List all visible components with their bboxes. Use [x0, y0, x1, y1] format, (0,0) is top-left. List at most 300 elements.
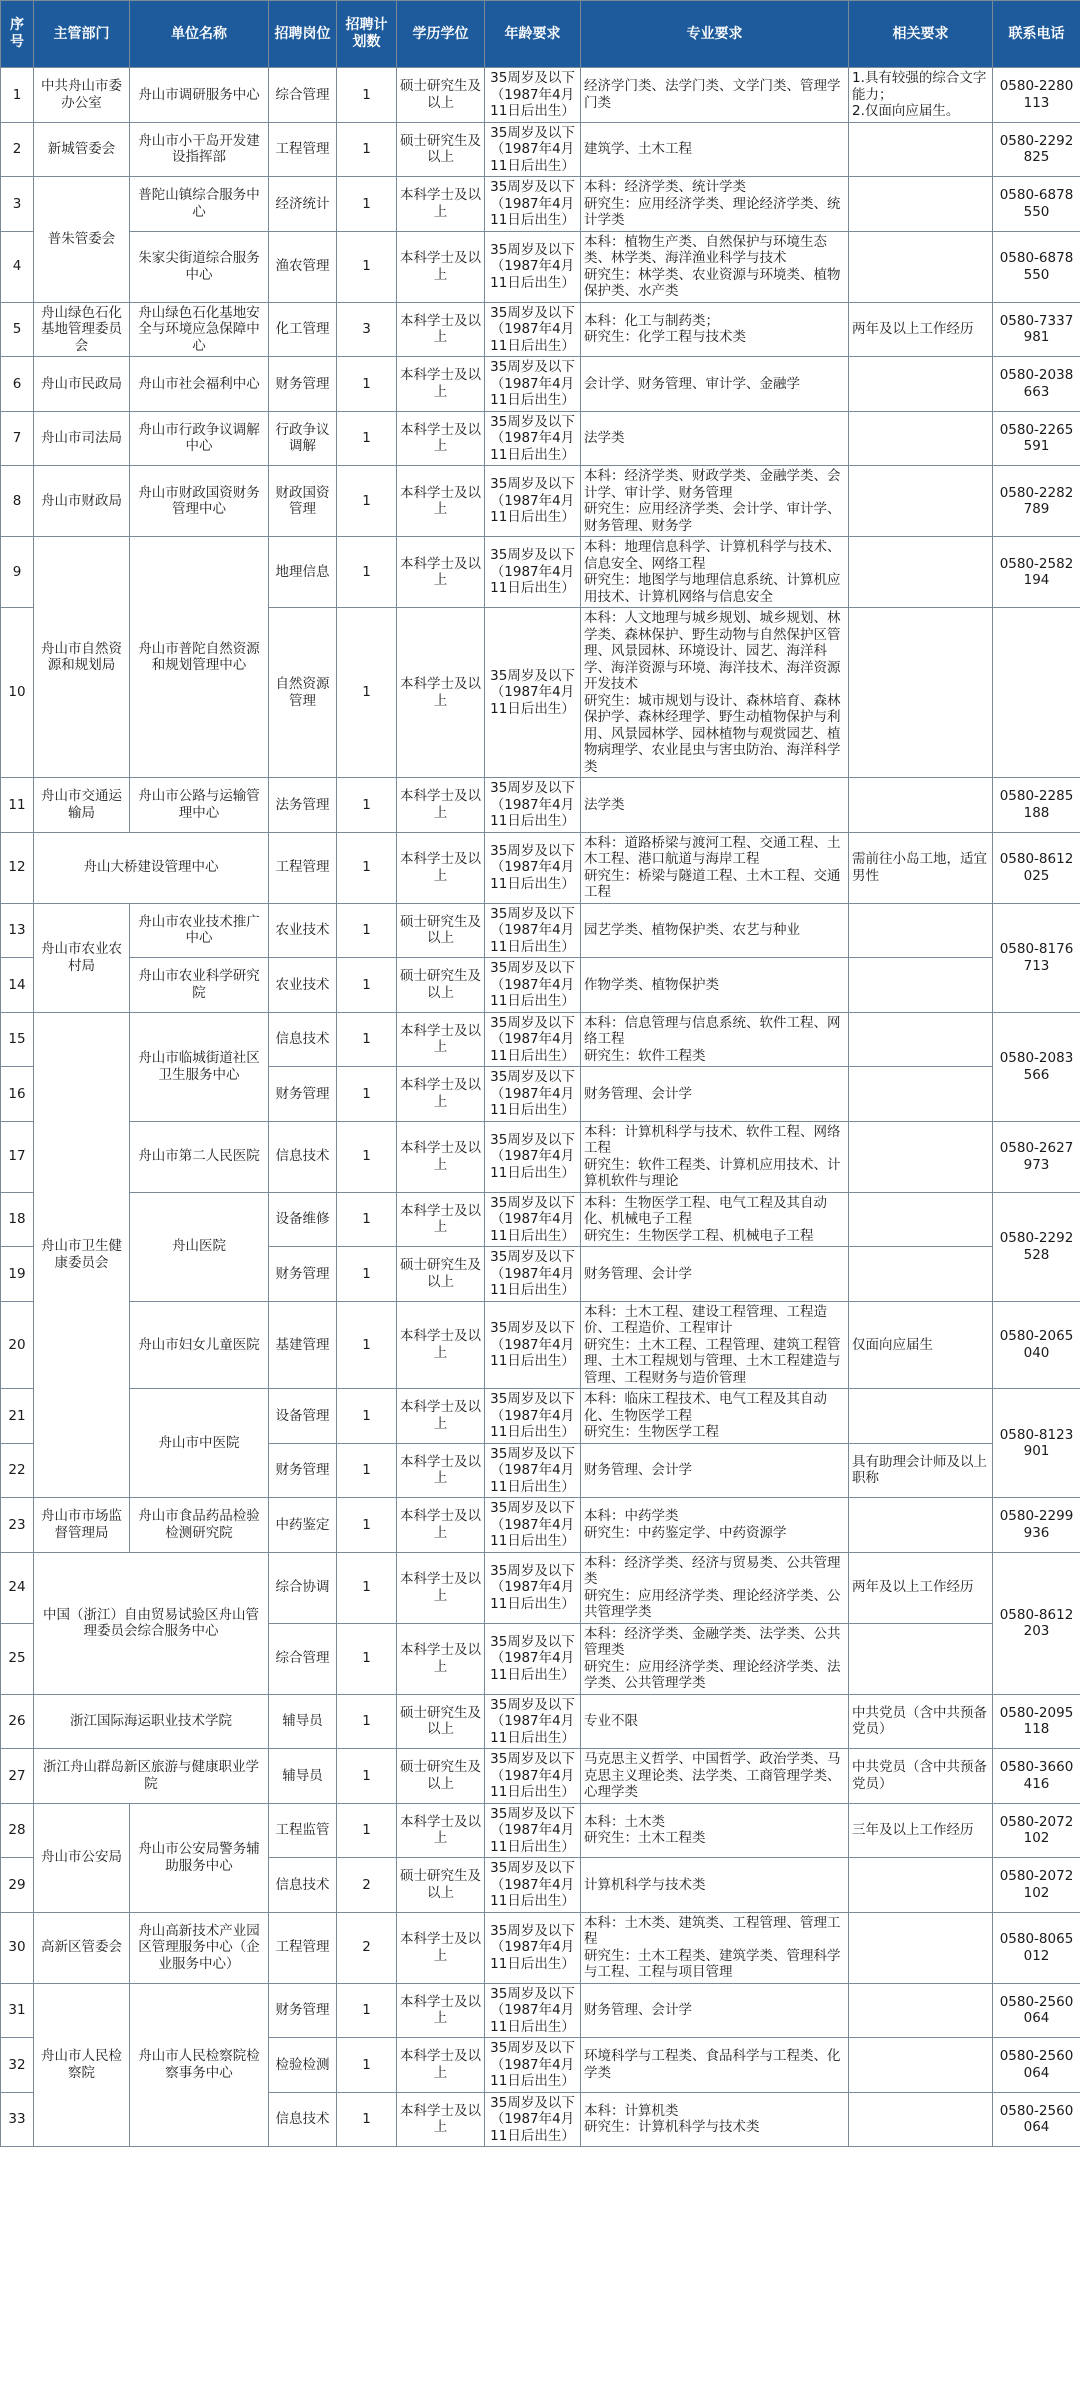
- table-row: [1, 1694, 1080, 1749]
- phone-cell: 0580-8612025: [993, 832, 1080, 903]
- position-cell: 中药鉴定: [269, 1498, 337, 1553]
- major-cell: 本科：计算机科学与技术、软件工程、网络工程 研究生：软件工程类、计算机应用技术、计算机软件与理论: [581, 1121, 849, 1192]
- requirements-cell: 需前往小岛工地，适宜男性: [849, 832, 993, 903]
- degree-cell: 硕士研究生及以上: [397, 122, 485, 177]
- index-cell: 11: [1, 778, 34, 833]
- phone-cell: 0580-2072102: [993, 1803, 1080, 1858]
- position-cell: 设备维修: [269, 1192, 337, 1247]
- phone-cell: 0580-2065040: [993, 1301, 1080, 1389]
- requirements-cell: [849, 177, 993, 232]
- requirements-cell: [849, 122, 993, 177]
- requirements-cell: [849, 958, 993, 1013]
- unit-cell: 舟山市行政争议调解中心: [130, 411, 269, 466]
- requirements-cell: [849, 231, 993, 302]
- unit-cell: 舟山市人民检察院检察事务中心: [130, 1983, 269, 2147]
- major-cell: 本科：道路桥梁与渡河工程、交通工程、土木工程、港口航道与海岸工程 研究生：桥梁与隧道工程、土木工程、交通工程: [581, 832, 849, 903]
- degree-cell: 硕士研究生及以上: [397, 958, 485, 1013]
- position-cell: 行政争议调解: [269, 411, 337, 466]
- major-cell: 环境科学与工程类、食品科学与工程类、化学类: [581, 2038, 849, 2093]
- degree-cell: 本科学士及以上: [397, 1498, 485, 1553]
- count-cell: 1: [337, 231, 397, 302]
- position-cell: 信息技术: [269, 1012, 337, 1067]
- table-row: [1, 1301, 1080, 1389]
- table-row: [1, 231, 1080, 302]
- count-cell: 1: [337, 411, 397, 466]
- index-cell: 25: [1, 1623, 34, 1694]
- unit-cell: 朱家尖街道综合服务中心: [130, 231, 269, 302]
- unit-cell: 舟山市普陀自然资源和规划管理中心: [130, 537, 269, 778]
- requirements-cell: [849, 1983, 993, 2038]
- index-cell: 27: [1, 1749, 34, 1804]
- position-cell: 工程管理: [269, 122, 337, 177]
- unit-cell: 舟山市公安局警务辅助服务中心: [130, 1803, 269, 1912]
- degree-cell: 硕士研究生及以上: [397, 1247, 485, 1302]
- table-row: [1, 832, 1080, 903]
- department-cell: 舟山市财政局: [34, 466, 130, 537]
- position-cell: 辅导员: [269, 1694, 337, 1749]
- position-cell: 财政国资管理: [269, 466, 337, 537]
- count-cell: 1: [337, 177, 397, 232]
- index-cell: 30: [1, 1912, 34, 1983]
- count-cell: 1: [337, 1301, 397, 1389]
- header-cell-major: 专业要求: [581, 1, 849, 68]
- index-cell: 7: [1, 411, 34, 466]
- department-cell: 中国（浙江）自由贸易试验区舟山管理委员会综合服务中心: [34, 1552, 269, 1694]
- index-cell: 13: [1, 903, 34, 958]
- count-cell: 1: [337, 1012, 397, 1067]
- table-row: [1, 1012, 1080, 1067]
- table-row: [1, 411, 1080, 466]
- table-row: [1, 958, 1080, 1013]
- table-row: [1, 537, 1080, 608]
- position-cell: 设备管理: [269, 1389, 337, 1444]
- phone-cell: 0580-7337981: [993, 302, 1080, 357]
- degree-cell: 本科学士及以上: [397, 1121, 485, 1192]
- count-cell: 3: [337, 302, 397, 357]
- age-cell: 35周岁及以下（1987年4月11日后出生）: [485, 1983, 581, 2038]
- degree-cell: 本科学士及以上: [397, 466, 485, 537]
- age-cell: 35周岁及以下（1987年4月11日后出生）: [485, 1012, 581, 1067]
- index-cell: 26: [1, 1694, 34, 1749]
- degree-cell: 硕士研究生及以上: [397, 68, 485, 123]
- count-cell: 2: [337, 1912, 397, 1983]
- table-row: [1, 903, 1080, 958]
- phone-cell: 0580-2038663: [993, 357, 1080, 412]
- table-row: [1, 778, 1080, 833]
- degree-cell: 本科学士及以上: [397, 1443, 485, 1498]
- age-cell: 35周岁及以下（1987年4月11日后出生）: [485, 903, 581, 958]
- count-cell: 1: [337, 778, 397, 833]
- index-cell: 4: [1, 231, 34, 302]
- age-cell: 35周岁及以下（1987年4月11日后出生）: [485, 357, 581, 412]
- unit-cell: 舟山医院: [130, 1192, 269, 1301]
- department-cell: 舟山大桥建设管理中心: [34, 832, 269, 903]
- requirements-cell: [849, 411, 993, 466]
- degree-cell: 本科学士及以上: [397, 1192, 485, 1247]
- department-cell: 舟山市市场监督管理局: [34, 1498, 130, 1553]
- age-cell: 35周岁及以下（1987年4月11日后出生）: [485, 1749, 581, 1804]
- table-row: [1, 1192, 1080, 1247]
- degree-cell: 本科学士及以上: [397, 1067, 485, 1122]
- table-row: [1, 177, 1080, 232]
- age-cell: 35周岁及以下（1987年4月11日后出生）: [485, 778, 581, 833]
- age-cell: 35周岁及以下（1987年4月11日后出生）: [485, 1121, 581, 1192]
- degree-cell: 本科学士及以上: [397, 1389, 485, 1444]
- degree-cell: 本科学士及以上: [397, 608, 485, 778]
- requirements-cell: [849, 608, 993, 778]
- major-cell: 会计学、财务管理、审计学、金融学: [581, 357, 849, 412]
- unit-cell: 舟山市小干岛开发建设指挥部: [130, 122, 269, 177]
- unit-cell: 舟山市公路与运输管理中心: [130, 778, 269, 833]
- requirements-cell: [849, 1498, 993, 1553]
- count-cell: 1: [337, 1623, 397, 1694]
- position-cell: 财务管理: [269, 1983, 337, 2038]
- phone-cell: 0580-2582194: [993, 537, 1080, 608]
- count-cell: 1: [337, 903, 397, 958]
- phone-cell: 0580-6878550: [993, 177, 1080, 232]
- position-cell: 财务管理: [269, 1443, 337, 1498]
- position-cell: 综合管理: [269, 1623, 337, 1694]
- degree-cell: 本科学士及以上: [397, 1983, 485, 2038]
- table-row: [1, 1121, 1080, 1192]
- age-cell: 35周岁及以下（1987年4月11日后出生）: [485, 608, 581, 778]
- requirements-cell: [849, 357, 993, 412]
- index-cell: 8: [1, 466, 34, 537]
- degree-cell: 硕士研究生及以上: [397, 903, 485, 958]
- age-cell: 35周岁及以下（1987年4月11日后出生）: [485, 2038, 581, 2093]
- position-cell: 财务管理: [269, 1067, 337, 1122]
- index-cell: 29: [1, 1858, 34, 1913]
- requirements-cell: [849, 466, 993, 537]
- requirements-cell: [849, 2038, 993, 2093]
- requirements-cell: [849, 1623, 993, 1694]
- index-cell: 28: [1, 1803, 34, 1858]
- age-cell: 35周岁及以下（1987年4月11日后出生）: [485, 1694, 581, 1749]
- major-cell: 本科：计算机类 研究生：计算机科学与技术类: [581, 2092, 849, 2147]
- degree-cell: 本科学士及以上: [397, 1301, 485, 1389]
- table-row: [1, 1803, 1080, 1858]
- index-cell: 20: [1, 1301, 34, 1389]
- department-cell: 浙江国际海运职业技术学院: [34, 1694, 269, 1749]
- header-cell-requirements: 相关要求: [849, 1, 993, 68]
- major-cell: 本科：人文地理与城乡规划、城乡规划、林学类、森林保护、野生动物与自然保护区管理、风景园林、环境设计、园艺、海洋科学、海洋资源与环境、海洋技术、海洋资源开发技术 研究生：城市规划与设计、森林培育、森林保护学、森林经理学、野生动植物保护与利用、风景园林学、园林植物与观赏园艺、植物病理学、农业昆虫与害虫防治、海洋科学类: [581, 608, 849, 778]
- phone-cell: 0580-2292825: [993, 122, 1080, 177]
- position-cell: 工程管理: [269, 832, 337, 903]
- degree-cell: 本科学士及以上: [397, 1012, 485, 1067]
- table-row: [1, 302, 1080, 357]
- major-cell: 财务管理、会计学: [581, 1067, 849, 1122]
- count-cell: 1: [337, 357, 397, 412]
- index-cell: 15: [1, 1012, 34, 1067]
- degree-cell: 硕士研究生及以上: [397, 1694, 485, 1749]
- table-row: [1, 1983, 1080, 2038]
- age-cell: 35周岁及以下（1987年4月11日后出生）: [485, 1912, 581, 1983]
- age-cell: 35周岁及以下（1987年4月11日后出生）: [485, 1858, 581, 1913]
- major-cell: 建筑学、土木工程: [581, 122, 849, 177]
- major-cell: 本科：经济学类、金融学类、法学类、公共管理类 研究生：应用经济学类、理论经济学类、法学类、公共管理学类: [581, 1623, 849, 1694]
- requirements-cell: [849, 2092, 993, 2147]
- major-cell: 财务管理、会计学: [581, 1983, 849, 2038]
- requirements-cell: 中共党员（含中共预备党员）: [849, 1749, 993, 1804]
- header-cell-position: 招聘岗位: [269, 1, 337, 68]
- major-cell: 本科：中药学类 研究生：中药鉴定学、中药资源学: [581, 1498, 849, 1553]
- department-cell: 舟山市交通运输局: [34, 778, 130, 833]
- unit-cell: 舟山市农业科学研究院: [130, 958, 269, 1013]
- degree-cell: 本科学士及以上: [397, 778, 485, 833]
- position-cell: 基建管理: [269, 1301, 337, 1389]
- index-cell: 32: [1, 2038, 34, 2093]
- major-cell: 本科：经济学类、经济与贸易类、公共管理类 研究生：应用经济学类、理论经济学类、公共管理学类: [581, 1552, 849, 1623]
- degree-cell: 本科学士及以上: [397, 2092, 485, 2147]
- phone-cell: 0580-8123901: [993, 1389, 1080, 1498]
- count-cell: 1: [337, 2092, 397, 2147]
- count-cell: 1: [337, 537, 397, 608]
- index-cell: 16: [1, 1067, 34, 1122]
- table-row: [1, 122, 1080, 177]
- age-cell: 35周岁及以下（1987年4月11日后出生）: [485, 411, 581, 466]
- count-cell: 1: [337, 2038, 397, 2093]
- age-cell: 35周岁及以下（1987年4月11日后出生）: [485, 1552, 581, 1623]
- count-cell: 1: [337, 608, 397, 778]
- major-cell: 马克思主义哲学、中国哲学、政治学类、马克思主义理论类、法学类、工商管理学类、心理学类: [581, 1749, 849, 1804]
- count-cell: 1: [337, 122, 397, 177]
- header-cell-index: 序号: [1, 1, 34, 68]
- count-cell: 1: [337, 1552, 397, 1623]
- requirements-cell: [849, 1912, 993, 1983]
- header-row: [1, 1, 1080, 68]
- index-cell: 6: [1, 357, 34, 412]
- degree-cell: 本科学士及以上: [397, 1912, 485, 1983]
- major-cell: 计算机科学与技术类: [581, 1858, 849, 1913]
- count-cell: 1: [337, 1247, 397, 1302]
- index-cell: 19: [1, 1247, 34, 1302]
- unit-cell: 舟山市社会福利中心: [130, 357, 269, 412]
- age-cell: 35周岁及以下（1987年4月11日后出生）: [485, 832, 581, 903]
- major-cell: 财务管理、会计学: [581, 1247, 849, 1302]
- department-cell: 舟山市自然资源和规划局: [34, 537, 130, 778]
- count-cell: 1: [337, 1694, 397, 1749]
- position-cell: 信息技术: [269, 1121, 337, 1192]
- age-cell: 35周岁及以下（1987年4月11日后出生）: [485, 1192, 581, 1247]
- major-cell: 作物学类、植物保护类: [581, 958, 849, 1013]
- table-row: [1, 1552, 1080, 1623]
- count-cell: 1: [337, 1443, 397, 1498]
- phone-cell: [993, 608, 1080, 778]
- index-cell: 22: [1, 1443, 34, 1498]
- phone-cell: 0580-2282789: [993, 466, 1080, 537]
- requirements-cell: [849, 1121, 993, 1192]
- position-cell: 工程监管: [269, 1803, 337, 1858]
- age-cell: 35周岁及以下（1987年4月11日后出生）: [485, 1498, 581, 1553]
- index-cell: 24: [1, 1552, 34, 1623]
- requirements-cell: [849, 1012, 993, 1067]
- header-cell-degree: 学历学位: [397, 1, 485, 68]
- phone-cell: 0580-2083566: [993, 1012, 1080, 1121]
- position-cell: 工程管理: [269, 1912, 337, 1983]
- count-cell: 1: [337, 1121, 397, 1192]
- table-row: [1, 1498, 1080, 1553]
- position-cell: 自然资源管理: [269, 608, 337, 778]
- table-row: [1, 68, 1080, 123]
- department-cell: 普朱管委会: [34, 177, 130, 303]
- major-cell: 本科：临床工程技术、电气工程及其自动化、生物医学工程 研究生：生物医学工程: [581, 1389, 849, 1444]
- major-cell: 本科：经济学类、财政学类、金融学类、会计学、审计学、财务管理 研究生：应用经济学类、会计学、审计学、财务管理、财务学: [581, 466, 849, 537]
- department-cell: 中共舟山市委办公室: [34, 68, 130, 123]
- department-cell: 浙江舟山群岛新区旅游与健康职业学院: [34, 1749, 269, 1804]
- degree-cell: 本科学士及以上: [397, 537, 485, 608]
- requirements-cell: 中共党员（含中共预备党员）: [849, 1694, 993, 1749]
- index-cell: 23: [1, 1498, 34, 1553]
- degree-cell: 本科学士及以上: [397, 1803, 485, 1858]
- degree-cell: 本科学士及以上: [397, 177, 485, 232]
- position-cell: 农业技术: [269, 903, 337, 958]
- requirements-cell: [849, 1247, 993, 1302]
- count-cell: 1: [337, 1749, 397, 1804]
- position-cell: 化工管理: [269, 302, 337, 357]
- major-cell: 本科：植物生产类、自然保护与环境生态类、林学类、海洋渔业科学与技术 研究生：林学类、农业资源与环境类、植物保护类、水产类: [581, 231, 849, 302]
- unit-cell: 舟山市第二人民医院: [130, 1121, 269, 1192]
- count-cell: 1: [337, 958, 397, 1013]
- major-cell: 专业不限: [581, 1694, 849, 1749]
- unit-cell: 普陀山镇综合服务中心: [130, 177, 269, 232]
- phone-cell: 0580-2280113: [993, 68, 1080, 123]
- header-cell-department: 主管部门: [34, 1, 130, 68]
- degree-cell: 本科学士及以上: [397, 302, 485, 357]
- department-cell: 高新区管委会: [34, 1912, 130, 1983]
- unit-cell: 舟山市临城街道社区卫生服务中心: [130, 1012, 269, 1121]
- index-cell: 33: [1, 2092, 34, 2147]
- department-cell: 新城管委会: [34, 122, 130, 177]
- degree-cell: 本科学士及以上: [397, 832, 485, 903]
- requirements-cell: [849, 1067, 993, 1122]
- index-cell: 10: [1, 608, 34, 778]
- degree-cell: 本科学士及以上: [397, 231, 485, 302]
- age-cell: 35周岁及以下（1987年4月11日后出生）: [485, 1623, 581, 1694]
- requirements-cell: [849, 778, 993, 833]
- phone-cell: 0580-8065012: [993, 1912, 1080, 1983]
- requirements-cell: 三年及以上工作经历: [849, 1803, 993, 1858]
- count-cell: 1: [337, 1803, 397, 1858]
- age-cell: 35周岁及以下（1987年4月11日后出生）: [485, 2092, 581, 2147]
- department-cell: 舟山市公安局: [34, 1803, 130, 1912]
- position-cell: 综合管理: [269, 68, 337, 123]
- table-row: [1, 1749, 1080, 1804]
- degree-cell: 本科学士及以上: [397, 1623, 485, 1694]
- requirements-cell: 1.具有较强的综合文字能力； 2.仅面向应届生。: [849, 68, 993, 123]
- unit-cell: 舟山市中医院: [130, 1389, 269, 1498]
- count-cell: 1: [337, 1389, 397, 1444]
- position-cell: 信息技术: [269, 2092, 337, 2147]
- major-cell: 本科：土木类、建筑类、工程管理、管理工程 研究生：土木工程类、建筑学类、管理科学与工程、工程与项目管理: [581, 1912, 849, 1983]
- table-row: [1, 1389, 1080, 1444]
- major-cell: 本科：化工与制药类； 研究生：化学工程与技术类: [581, 302, 849, 357]
- requirements-cell: 仅面向应届生: [849, 1301, 993, 1389]
- department-cell: 舟山市卫生健康委员会: [34, 1012, 130, 1498]
- degree-cell: 本科学士及以上: [397, 357, 485, 412]
- requirements-cell: [849, 537, 993, 608]
- major-cell: 本科：经济学类、统计学类 研究生：应用经济学类、理论经济学类、统计学类: [581, 177, 849, 232]
- count-cell: 1: [337, 68, 397, 123]
- header-cell-unit: 单位名称: [130, 1, 269, 68]
- position-cell: 财务管理: [269, 1247, 337, 1302]
- phone-cell: 0580-8612203: [993, 1552, 1080, 1694]
- position-cell: 综合协调: [269, 1552, 337, 1623]
- major-cell: 本科：信息管理与信息系统、软件工程、网络工程 研究生：软件工程类: [581, 1012, 849, 1067]
- phone-cell: 0580-2560064: [993, 2092, 1080, 2147]
- position-cell: 法务管理: [269, 778, 337, 833]
- phone-cell: 0580-2292528: [993, 1192, 1080, 1301]
- phone-cell: 0580-2095118: [993, 1694, 1080, 1749]
- header-cell-age: 年龄要求: [485, 1, 581, 68]
- age-cell: 35周岁及以下（1987年4月11日后出生）: [485, 1443, 581, 1498]
- department-cell: 舟山市农业农村局: [34, 903, 130, 1012]
- major-cell: 经济学门类、法学门类、文学门类、管理学门类: [581, 68, 849, 123]
- age-cell: 35周岁及以下（1987年4月11日后出生）: [485, 537, 581, 608]
- count-cell: 1: [337, 1192, 397, 1247]
- unit-cell: 舟山市调研服务中心: [130, 68, 269, 123]
- department-cell: 舟山绿色石化基地管理委员会: [34, 302, 130, 357]
- major-cell: 本科：生物医学工程、电气工程及其自动化、机械电子工程 研究生：生物医学工程、机械电子工程: [581, 1192, 849, 1247]
- age-cell: 35周岁及以下（1987年4月11日后出生）: [485, 1067, 581, 1122]
- index-cell: 3: [1, 177, 34, 232]
- age-cell: 35周岁及以下（1987年4月11日后出生）: [485, 1247, 581, 1302]
- requirements-cell: [849, 903, 993, 958]
- degree-cell: 本科学士及以上: [397, 2038, 485, 2093]
- position-cell: 农业技术: [269, 958, 337, 1013]
- phone-cell: 0580-2627973: [993, 1121, 1080, 1192]
- requirements-cell: [849, 1192, 993, 1247]
- phone-cell: 0580-8176713: [993, 903, 1080, 1012]
- position-cell: 检验检测: [269, 2038, 337, 2093]
- age-cell: 35周岁及以下（1987年4月11日后出生）: [485, 177, 581, 232]
- major-cell: 法学类: [581, 411, 849, 466]
- degree-cell: 硕士研究生及以上: [397, 1858, 485, 1913]
- major-cell: 财务管理、会计学: [581, 1443, 849, 1498]
- unit-cell: 舟山绿色石化基地安全与环境应急保障中心: [130, 302, 269, 357]
- position-cell: 地理信息: [269, 537, 337, 608]
- major-cell: 园艺学类、植物保护类、农艺与种业: [581, 903, 849, 958]
- degree-cell: 本科学士及以上: [397, 1552, 485, 1623]
- phone-cell: 0580-6878550: [993, 231, 1080, 302]
- phone-cell: 0580-2285188: [993, 778, 1080, 833]
- table-row: [1, 1912, 1080, 1983]
- department-cell: 舟山市司法局: [34, 411, 130, 466]
- unit-cell: 舟山市财政国资财务管理中心: [130, 466, 269, 537]
- table-body: [1, 68, 1080, 2147]
- requirements-cell: 两年及以上工作经历: [849, 1552, 993, 1623]
- age-cell: 35周岁及以下（1987年4月11日后出生）: [485, 302, 581, 357]
- position-cell: 辅导员: [269, 1749, 337, 1804]
- index-cell: 9: [1, 537, 34, 608]
- index-cell: 18: [1, 1192, 34, 1247]
- position-cell: 财务管理: [269, 357, 337, 412]
- unit-cell: 舟山市妇女儿童医院: [130, 1301, 269, 1389]
- requirements-cell: 两年及以上工作经历: [849, 302, 993, 357]
- requirements-cell: [849, 1858, 993, 1913]
- age-cell: 35周岁及以下（1987年4月11日后出生）: [485, 1389, 581, 1444]
- requirements-cell: [849, 1389, 993, 1444]
- age-cell: 35周岁及以下（1987年4月11日后出生）: [485, 466, 581, 537]
- age-cell: 35周岁及以下（1987年4月11日后出生）: [485, 122, 581, 177]
- unit-cell: 舟山高新技术产业园区管理服务中心（企业服务中心）: [130, 1912, 269, 1983]
- requirements-cell: 具有助理会计师及以上职称: [849, 1443, 993, 1498]
- header-cell-phone: 联系电话: [993, 1, 1080, 68]
- table-row: [1, 466, 1080, 537]
- table-row: [1, 357, 1080, 412]
- unit-cell: 舟山市农业技术推广中心: [130, 903, 269, 958]
- index-cell: 1: [1, 68, 34, 123]
- age-cell: 35周岁及以下（1987年4月11日后出生）: [485, 1301, 581, 1389]
